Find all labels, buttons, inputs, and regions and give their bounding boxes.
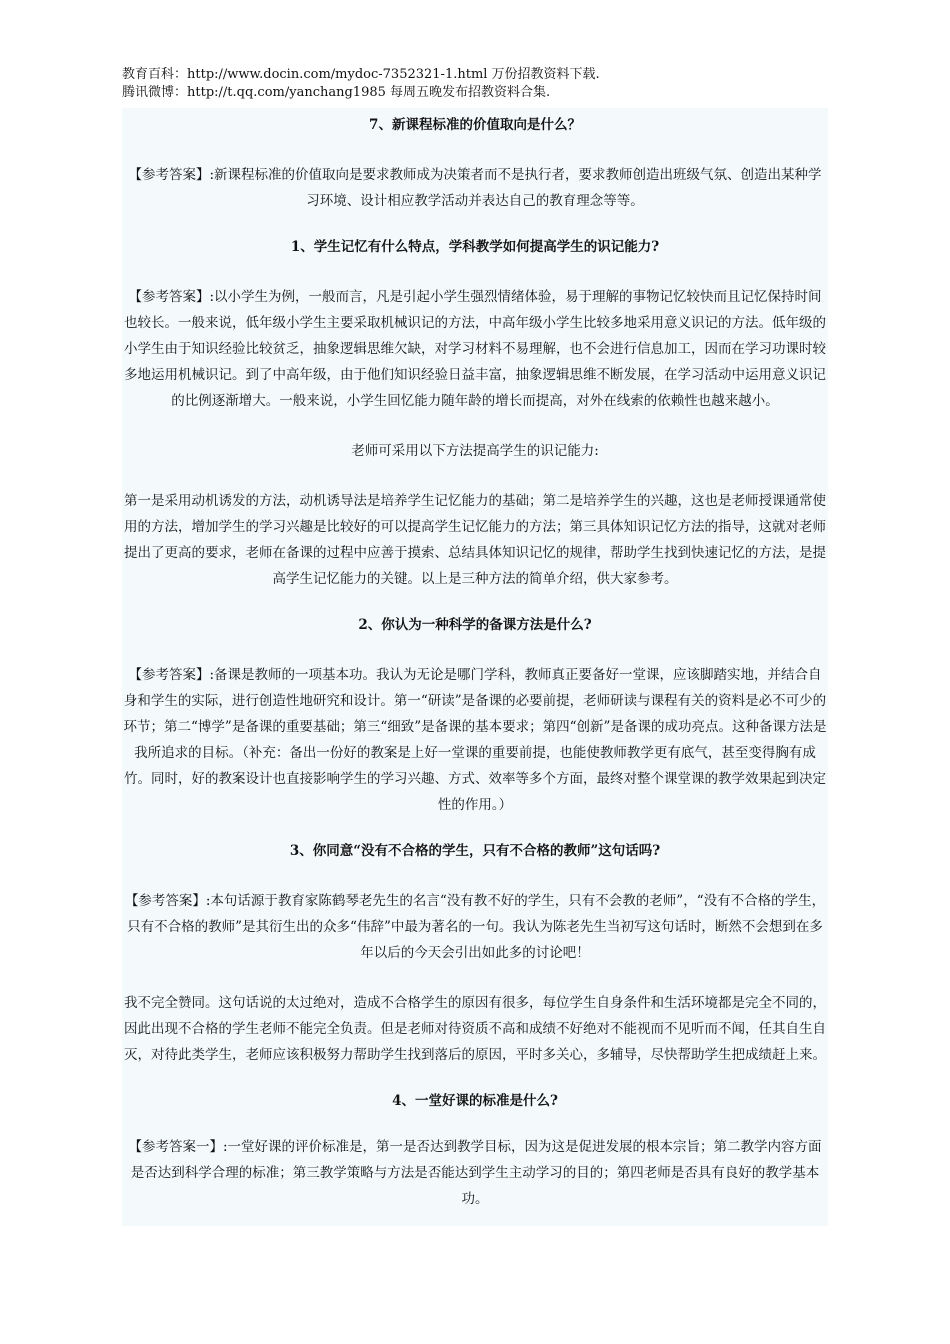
answer-3: 【参考答案】:本句话源于教育家陈鹤琴老先生的名言“没有教不好的学生，只有不会教的老师”，“没有不合格的学生，只有不合格的教师”是其衍生出的众多“伟辞”中最为著名的一句。我认为陈老先生当初写这句话时，断然不会想到在多年以后的今天会引出如此多的讨论吧！ xyxy=(124,893,826,961)
answer-2: 【参考答案】:备课是教师的一项基本功。我认为无论是哪门学科，教师真正要备好一堂课，应该脚踏实地，并结合自身和学生的实际，进行创造性地研究和设计。第一“研读”是备课的必要前提，老师研读与课程有关的资料是必不可少的环节；第二“博学”是备课的重要基础；第三“细致”是备课的基本要求；第四“创新”是备课的成功亮点。这种备课方法是我所追求的目标。（补充：备出一份好的教案是上好一堂课的重要前提，也能使教师教学更有底气，甚至变得胸有成竹。同时，好的教案设计也直接影响学生的学习兴趣、方式、效率等多个方面，最终对整个课堂课的教学效果起到决定性的作用。） xyxy=(123,667,827,813)
answer-7: 【参考答案】:新课程标准的价值取向是要求教师成为决策者而不是执行者，要求教师创造出班级气氛、创造出某种学习环境、设计相应教学活动并表达自己的教育理念等等。 xyxy=(128,167,822,209)
question-3: 3、你同意“没有不合格的学生，只有不合格的教师”这句话吗? xyxy=(289,843,661,859)
answer-3-opinion: 我不完全赞同。这句话说的太过绝对，造成不合格学生的原因有很多，每位学生自身条件和生活环境都是完全不同的，因此出现不合格的学生老师不能完全负责。但是老师对待资质不高和成绩不好绝对不能视而不见听而不闻，任其自生自灭，对待此类学生，老师应该积极努力帮助学生找到落后的原因，平时多关心，多辅导，尽快帮助学生把成绩赶上来。 xyxy=(124,995,826,1063)
question-7: 7、新课程标准的价值取向是什么？ xyxy=(369,117,581,133)
question-1: 1、学生记忆有什么特点，学科教学如何提高学生的识记能力? xyxy=(290,239,660,255)
header-weibo-line: 腾讯微博：http://t.qq.com/yanchang1985 每周五晚发布招教资料合集. xyxy=(122,85,551,100)
answer-1: 【参考答案】:以小学生为例，一般而言，凡是引起小学生强烈情绪体验，易于理解的事物记忆较快而且记忆保持时间也较长。一般来说，低年级小学生主要采取机械识记的方法，中高年级小学生比较多地采用意义识记的方法。低年级的小学生由于知识经验比较贫乏，抽象逻辑思维欠缺，对学习材料不易理解，也不会进行信息加工，因而在学习功课时较多地运用机械识记。到了中高年级，由于他们知识经验日益丰富，抽象逻辑思维不断发展，在学习活动中运用意义识记的比例逐渐增大。一般来说，小学生回忆能力随年龄的增长而提高，对外在线索的依赖性也越来越小。 xyxy=(124,289,826,409)
page-header xyxy=(122,66,842,102)
question-2: 2、你认为一种科学的备课方法是什么? xyxy=(358,617,592,633)
document-body xyxy=(122,108,828,1226)
answer-1-methods: 第一是采用动机诱发的方法，动机诱导法是培养学生记忆能力的基础；第二是培养学生的兴趣，这也是老师授课通常使用的方法，增加学生的学习兴趣是比较好的可以提高学生记忆能力的方法；第三具体知识记忆方法的指导，这就对老师提出了更高的要求，老师在备课的过程中应善于摸索、总结具体知识记忆的规律，帮助学生找到快速记忆的方法，是提高学生记忆能力的关键。以上是三种方法的简单介绍，供大家参考。 xyxy=(124,493,826,587)
answer-4: 【参考答案一】:一堂好课的评价标准是，第一是否达到教学目标，因为这是促进发展的根本宗旨；第二教学内容方面是否达到科学合理的标准；第三教学策略与方法是否能达到学生主动学习的目的；第四老师是否具有良好的教学基本功。 xyxy=(128,1139,822,1207)
header-docin-line: 教育百科：http://www.docin.com/mydoc-7352321-1.html 万份招教资料下载. xyxy=(122,67,600,82)
answer-1-intro: 老师可采用以下方法提高学生的识记能力: xyxy=(351,443,599,459)
question-4: 4、一堂好课的标准是什么? xyxy=(392,1093,558,1109)
